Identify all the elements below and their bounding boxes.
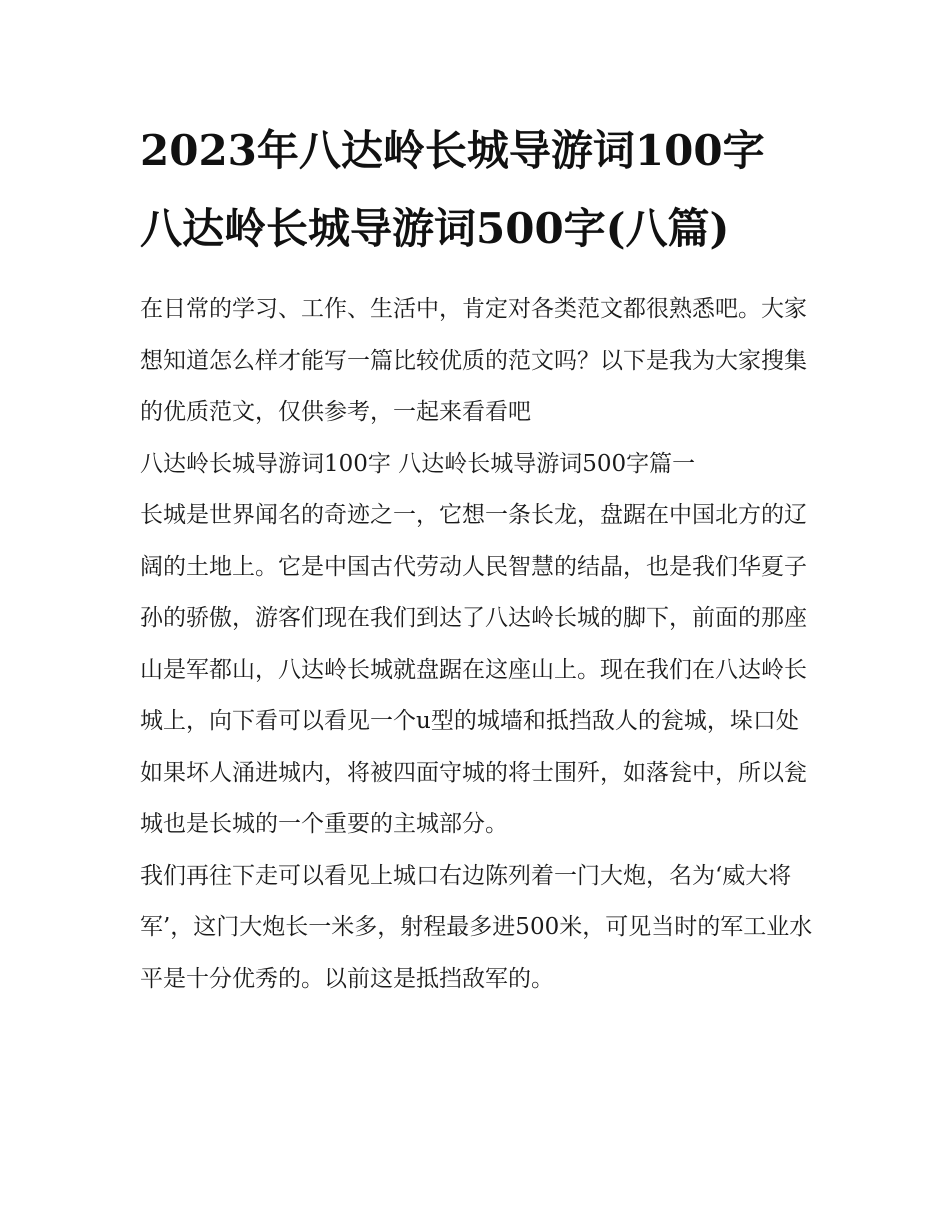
section-heading: 八达岭长城导游词100字 八达岭长城导游词500字篇一 [140, 450, 696, 477]
body-paragraph: 长城是世界闻名的奇迹之一，它想一条长龙，盘踞在中国北方的辽阔的土地上。它是中国古代劳动人民智慧的结晶，也是我们华夏子孙的骄傲，游客们现在我们到达了八达岭长城的脚下，前面的那座山是军都山，八达岭长城就盘踞在这座山上。现在我们在八达岭长城上，向下看可以看见一个u型的城墙和抵挡敌人的瓮城，垛口处如果坏人涌进城内，将被四面守城的将士围歼，如落瓮中，所以瓮城也是长城的一个重要的主城部分。 [140, 502, 807, 837]
document-content [140, 112, 816, 1005]
body-paragraph: 我们再往下走可以看见上城口右边陈列着一门大炮，名为‘威大将军’，这门大炮长一米多，射程最多进500米，可见当时的军工业水平是十分优秀的。以前这是抵挡敌军的。 [140, 862, 813, 992]
document-body [140, 284, 816, 1005]
intro-paragraph: 在日常的学习、工作、生活中，肯定对各类范文都很熟悉吧。大家想知道怎么样才能写一篇比较优质的范文吗？以下是我为大家搜集的优质范文，仅供参考，一起来看看吧 [140, 296, 807, 425]
document-title: 2023年八达岭长城导游词100字 八达岭长城导游词500字(八篇) [140, 126, 765, 253]
